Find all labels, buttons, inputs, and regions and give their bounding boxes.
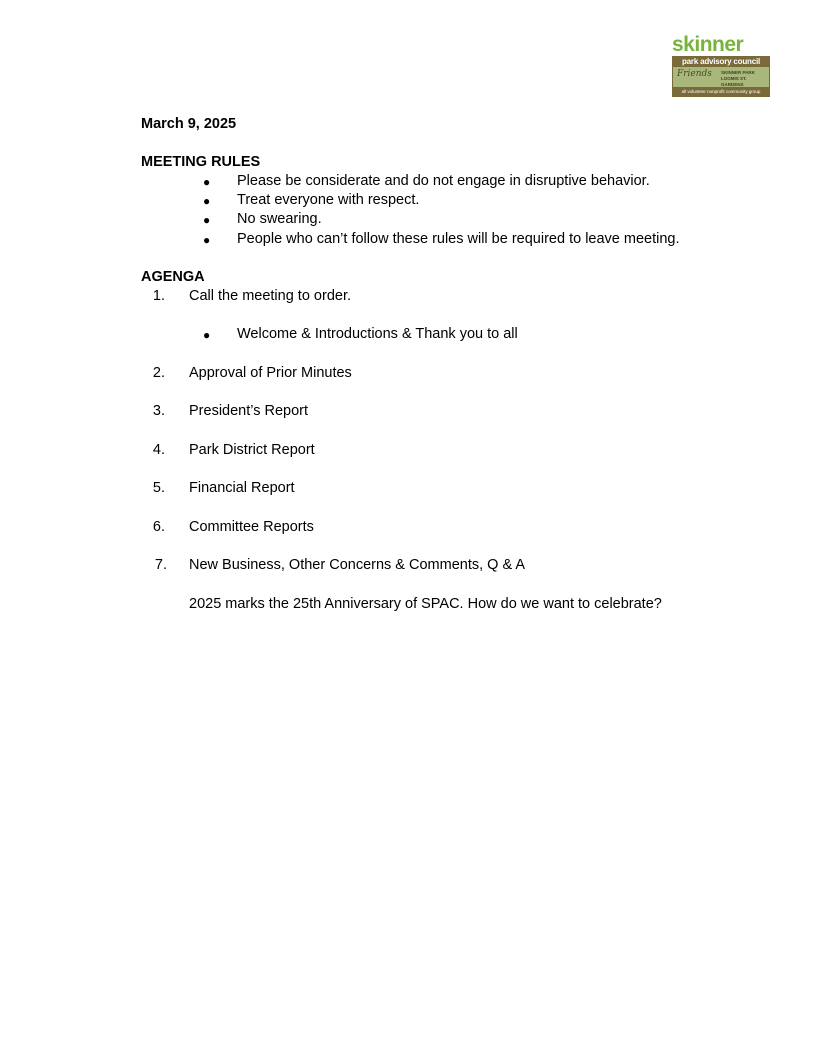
- rule-item: Please be considerate and do not engage in disruptive behavior.: [237, 173, 650, 189]
- agenda-item: Park District Report: [189, 442, 315, 458]
- agenda-item: Call the meeting to order.: [189, 288, 352, 304]
- logo-tagline: all volunteer nonprofit community group: [672, 87, 770, 97]
- agenda-number: 5.: [152, 480, 165, 496]
- agenda-item: New Business, Other Concerns & Comments, Q & A: [189, 557, 526, 573]
- agenda-number: 3.: [152, 403, 165, 419]
- rules-heading: MEETING RULES: [141, 154, 261, 170]
- meeting-date: March 9, 2025: [141, 116, 237, 132]
- agenda-item: Approval of Prior Minutes: [189, 365, 352, 381]
- rule-bullet: ●: [203, 233, 211, 247]
- skinner-park-logo: [672, 35, 770, 97]
- rule-item: People who can’t follow these rules will be required to leave meeting.: [237, 231, 680, 247]
- logo-wordmark: skinner: [672, 33, 744, 56]
- agenda-number: 7.: [154, 557, 167, 573]
- rule-bullet: ●: [203, 213, 211, 227]
- agenda-item: Financial Report: [189, 480, 295, 496]
- agenda-item: Committee Reports: [189, 519, 314, 535]
- agenda-number: 6.: [152, 519, 165, 535]
- agenda-sub-bullet: ●: [203, 328, 211, 342]
- agenda-heading: AGENGA: [141, 269, 205, 285]
- rule-bullet: ●: [203, 194, 211, 208]
- agenda-item: President’s Report: [189, 403, 309, 419]
- agenda-number: 2.: [152, 365, 165, 381]
- anniversary-note: 2025 marks the 25th Anniversary of SPAC. How do we want to celebrate?: [189, 596, 662, 612]
- agenda-number: 4.: [152, 442, 165, 458]
- logo-subtitle: park advisory council: [672, 56, 770, 67]
- rule-item: Treat everyone with respect.: [237, 192, 420, 208]
- rule-bullet: ●: [203, 175, 211, 189]
- agenda-number: 1.: [152, 288, 165, 304]
- logo-friends-box: [672, 67, 770, 87]
- logo-friends-text: Friends: [677, 69, 712, 79]
- rule-item: No swearing.: [237, 211, 322, 227]
- agenda-sub-item: Welcome & Introductions & Thank you to all: [237, 326, 518, 342]
- logo-small-text: SKINNER PARK LOOMIS ST. GARDENS: [721, 70, 755, 87]
